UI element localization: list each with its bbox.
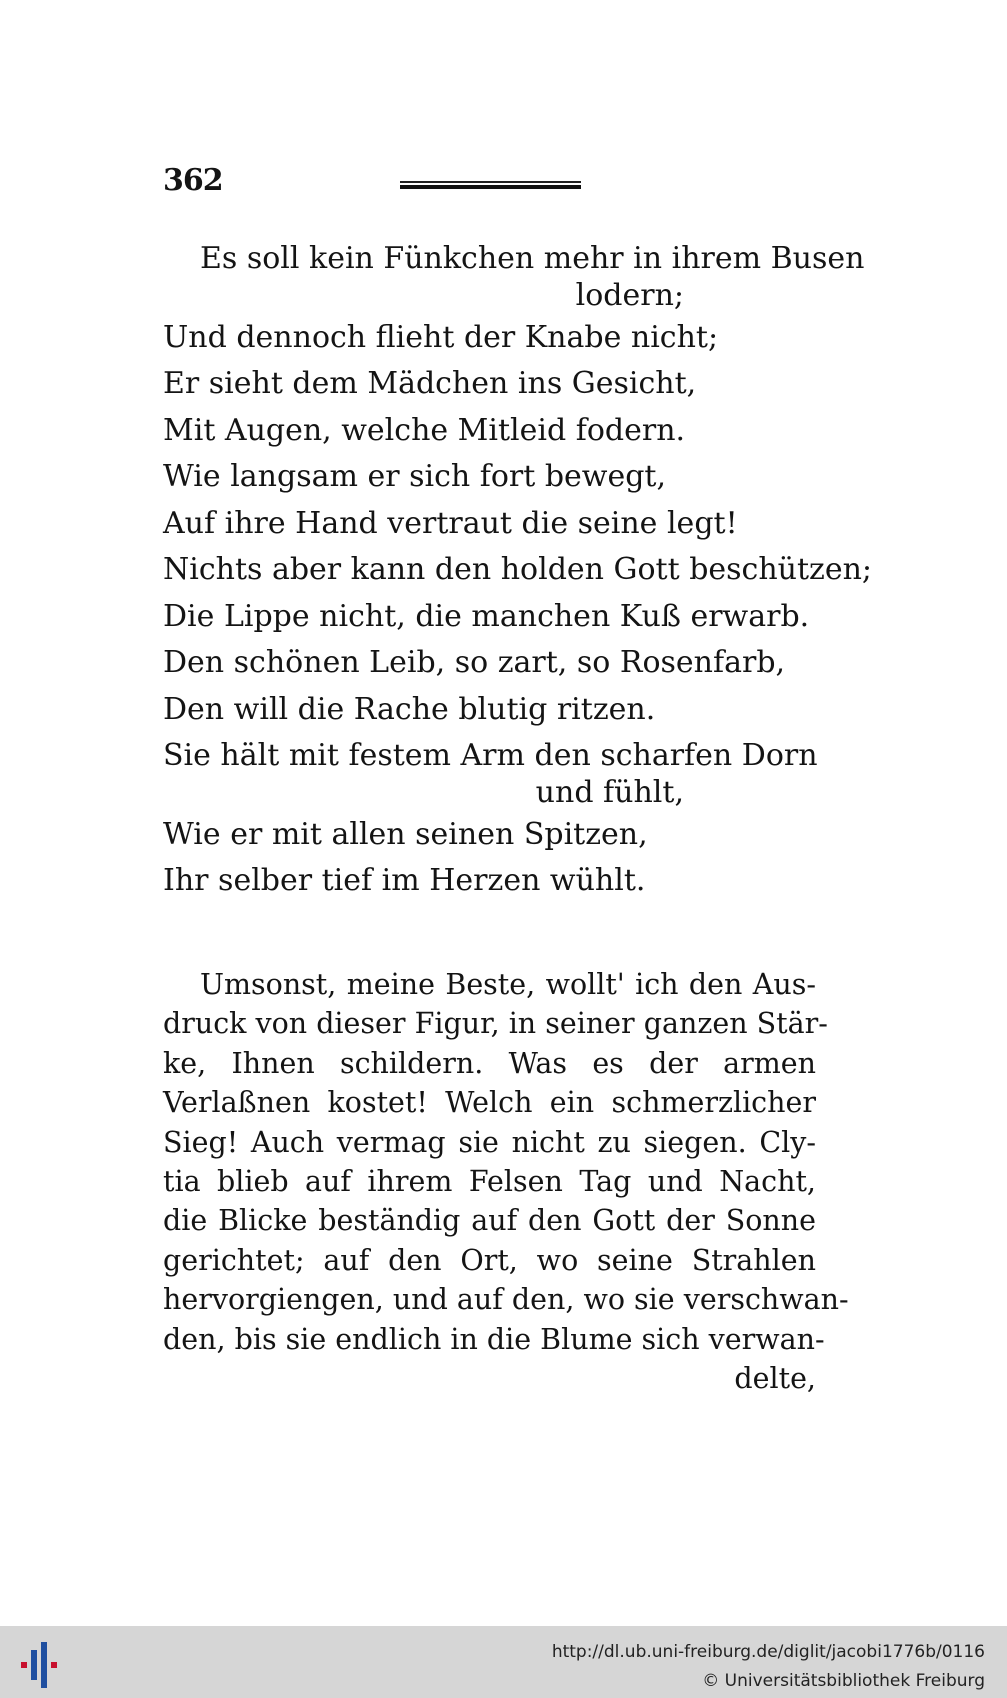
poem-line: Sie hält mit festem Arm den scharfen Dorn	[163, 738, 818, 773]
poem-line: Den will die Rache blutig ritzen.	[163, 691, 656, 727]
prose-line: hervorgiengen, und auf den, wo sie verschwan-	[163, 1283, 849, 1317]
prose-line: Sieg! Auch vermag sie nicht zu siegen. Cly-	[163, 1125, 816, 1159]
permalink-url[interactable]: http://dl.ub.uni-freiburg.de/diglit/jacobi1776b/0116	[551, 1642, 985, 1662]
poem-line: Die Lippe nicht, die manchen Kuß erwarb.	[163, 598, 810, 634]
prose-line: druck von dieser Figur, in seiner ganzen Stär-	[163, 1007, 828, 1041]
poem-line: Wie er mit allen seinen Spitzen,	[163, 816, 648, 852]
poem-line: Es soll kein Fünkchen mehr in ihrem Busen	[200, 241, 865, 276]
prose-line: ke, Ihnen schildern. Was es der armen	[163, 1046, 816, 1080]
ub-freiburg-logo-icon[interactable]	[17, 1640, 65, 1688]
poem-line: Den schönen Leib, so zart, so Rosenfarb,	[163, 645, 786, 680]
prose-line: gerichtet; auf den Ort, wo seine Strahlen	[163, 1243, 816, 1277]
poem-line: Und dennoch flieht der Knabe nicht;	[163, 319, 719, 355]
poem-line: und fühlt,	[535, 774, 684, 810]
prose-line: tia blieb auf ihrem Felsen Tag und Nacht,	[163, 1165, 816, 1199]
poem-line: lodern;	[575, 277, 684, 313]
poem-block	[163, 236, 873, 905]
copyright-notice: © Universitätsbibliothek Freiburg	[702, 1671, 985, 1691]
footer-bar	[0, 1626, 1007, 1698]
header-rule	[400, 181, 581, 189]
prose-line: delte,	[734, 1362, 816, 1396]
poem-line: Mit Augen, welche Mitleid fodern.	[163, 412, 686, 448]
poem-line: Auf ihre Hand vertraut die seine legt!	[163, 505, 738, 541]
prose-paragraph	[163, 965, 849, 1398]
page-number: 362	[163, 163, 223, 198]
poem-line: Er sieht dem Mädchen ins Gesicht,	[163, 366, 697, 401]
prose-line: Verlaßnen kostet! Welch ein schmerzlicher	[163, 1086, 816, 1120]
prose-line: den, bis sie endlich in die Blume sich verwan-	[163, 1322, 825, 1356]
poem-line: Wie langsam er sich fort bewegt,	[163, 459, 667, 494]
poem-line: Ihr selber tief im Herzen wühlt.	[163, 863, 646, 898]
prose-line: Umsonst, meine Beste, wollt' ich den Aus-	[200, 968, 816, 1001]
prose-line: die Blicke beständig auf den Gott der Sonne	[163, 1204, 816, 1238]
poem-line: Nichts aber kann den holden Gott beschützen;	[163, 552, 873, 587]
